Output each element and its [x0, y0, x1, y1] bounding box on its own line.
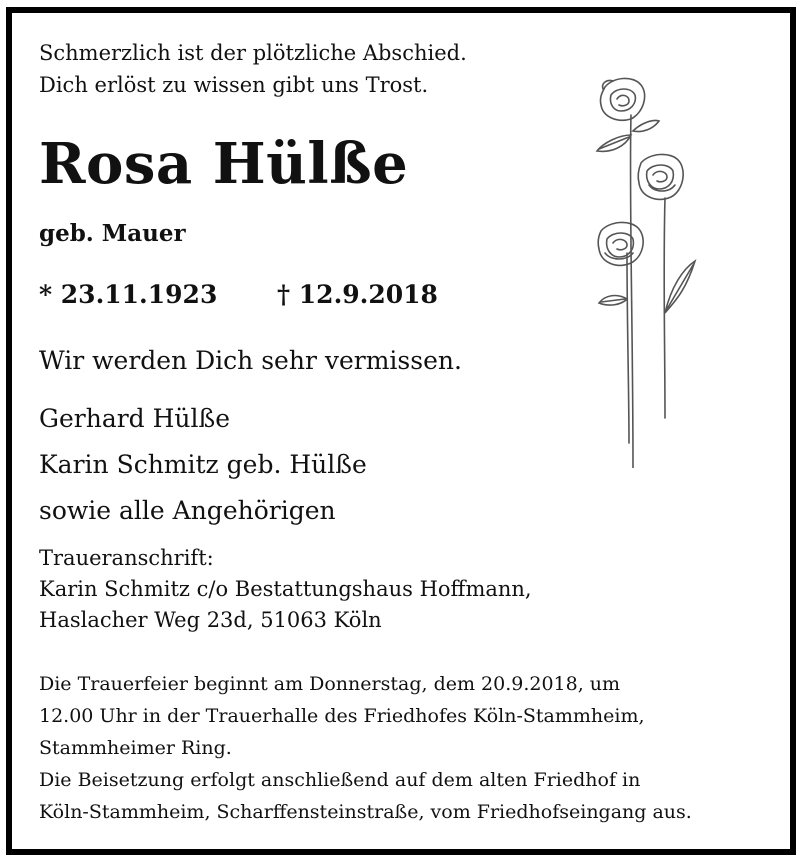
birth-name: geb. Mauer [39, 220, 186, 247]
ceremony-line: Die Trauerfeier beginnt am Donnerstag, dem 20.9.2018, um [39, 673, 621, 695]
burial-line: Die Beisetzung erfolgt anschließend auf dem alten Friedhof in [39, 769, 641, 791]
farewell-line: Wir werden Dich sehr vermissen. [39, 346, 462, 375]
deceased-name: Rosa Hülße [39, 131, 409, 197]
obituary-notice [6, 7, 796, 855]
burial-line: Köln-Stammheim, Scharffensteinstraße, vom Friedhofseingang aus. [39, 801, 692, 823]
ceremony-line: 12.00 Uhr in der Trauerhalle des Friedhofes Köln-Stammheim, [39, 705, 645, 727]
address-line: Haslacher Weg 23d, 51063 Köln [39, 608, 382, 632]
life-dates [39, 277, 438, 313]
intro-verse [39, 37, 467, 101]
death-date: † 12.9.2018 [277, 280, 438, 309]
address-line: Karin Schmitz c/o Bestattungshaus Hoffmann, [39, 577, 532, 601]
address-label: Traueranschrift: [39, 546, 214, 570]
roses-drawing-icon [577, 73, 707, 468]
mourning-address [39, 543, 532, 636]
birth-date: * 23.11.1923 [39, 280, 218, 309]
intro-line: Dich erlöst zu wissen gibt uns Trost. [39, 73, 429, 97]
ceremony-line: Stammheimer Ring. [39, 737, 232, 759]
mourner-name: Karin Schmitz geb. Hülße [39, 450, 367, 479]
mourner-name: sowie alle Angehörigen [39, 496, 336, 525]
mourners-list [39, 396, 367, 534]
intro-line: Schmerzlich ist der plötzliche Abschied. [39, 41, 467, 65]
service-details [39, 668, 692, 828]
mourner-name: Gerhard Hülße [39, 404, 231, 433]
